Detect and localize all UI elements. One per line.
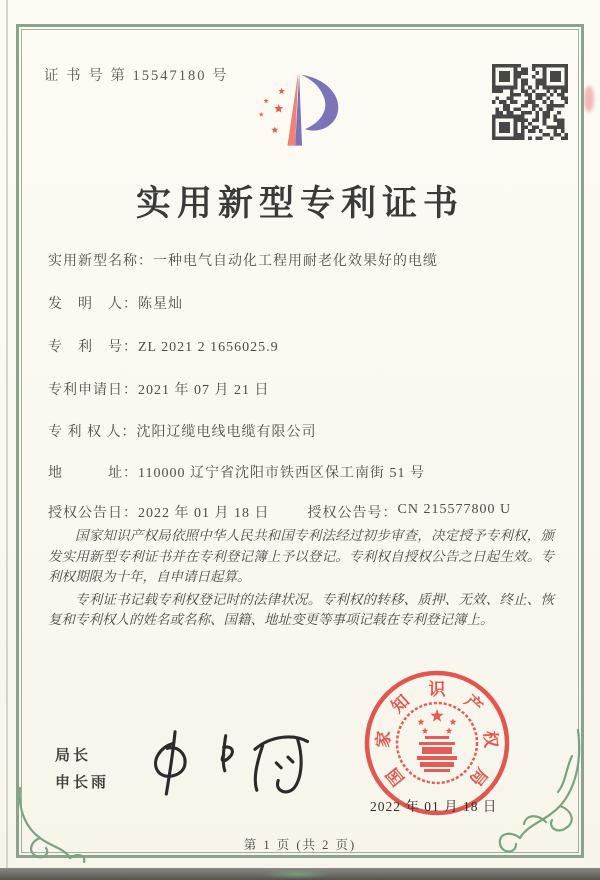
field-label: 授权公告日： <box>48 506 138 521</box>
seal-date: 2022 年 01 月 18 日 <box>370 799 498 814</box>
field-inventor <box>48 293 552 313</box>
commissioner-title: 局长 <box>55 747 92 764</box>
next-page-peek <box>262 869 332 879</box>
legal-paragraph: 专利证书记载专利权登记时的法律状况。专利权的转移、质押、无效、终止、恢复和专利权人的姓名或名称、国籍、地址变更等事项记载在专利登记簿上。 <box>48 591 554 627</box>
field-utility-model-name <box>48 250 552 270</box>
page-number: 第 1 页 (共 2 页) <box>243 838 357 852</box>
certificate-number: 证 书 号 第 15547180 号 <box>44 68 229 84</box>
field-value: ZL 2021 2 1656025.9 <box>138 340 279 355</box>
certificate-title: 实用新型专利证书 <box>135 184 464 223</box>
field-label: 发 明 人： <box>48 297 138 312</box>
legal-paragraph: 国家知识产权局依照中华人民共和国专利法经过初步审查，决定授予专利权，颁发实用新型专利证书并在专利登记簿上予以登记。专利权自授权公告之日起生效。专利权期限为十年，自申请日起算。 <box>48 528 554 584</box>
scan-edge <box>0 868 600 880</box>
cnipa-logo-icon <box>248 64 358 166</box>
field-patentee <box>48 421 552 441</box>
corner-flourish-icon <box>486 726 582 858</box>
field-label: 地 址： <box>48 466 138 481</box>
field-label: 授权公告号： <box>307 506 398 521</box>
field-value: 一种电气自动化工程用耐老化效果好的电缆 <box>153 254 438 269</box>
svg-text:家: 家 <box>373 730 394 749</box>
svg-text:国: 国 <box>382 764 409 790</box>
qr-code <box>492 64 568 140</box>
field-value: 2021 年 07 月 21 日 <box>138 383 270 398</box>
field-label: 专利申请日： <box>48 383 138 398</box>
field-label: 专 利 权 人： <box>48 425 137 440</box>
legal-text <box>48 526 554 633</box>
svg-text:权: 权 <box>480 730 501 749</box>
field-patent-number <box>48 336 552 356</box>
field-grant-date <box>48 502 552 522</box>
field-label: 实用新型名称： <box>48 254 153 269</box>
svg-text:产: 产 <box>460 691 487 717</box>
commissioner-name: 申长雨 <box>55 774 110 791</box>
svg-text:知: 知 <box>387 691 414 717</box>
svg-text:识: 识 <box>428 680 446 699</box>
field-value: 2022 年 01 月 18 日 <box>138 506 270 521</box>
field-value: 沈阳辽缆电线电缆有限公司 <box>136 425 317 440</box>
field-value: 陈星灿 <box>138 297 183 312</box>
svg-text:局: 局 <box>465 764 492 790</box>
signature <box>140 722 325 800</box>
scan-edge <box>6 0 8 880</box>
field-filing-date <box>48 379 552 399</box>
corner-flourish-icon <box>16 784 88 868</box>
field-grant-number <box>308 502 512 522</box>
field-label: 专 利 号： <box>48 340 138 355</box>
scan-smudge <box>584 86 594 112</box>
field-value: CN 215577800 U <box>397 502 512 517</box>
field-value: 110000 辽宁省沈阳市铁西区保工南街 51 号 <box>138 466 425 481</box>
field-address <box>48 462 552 482</box>
